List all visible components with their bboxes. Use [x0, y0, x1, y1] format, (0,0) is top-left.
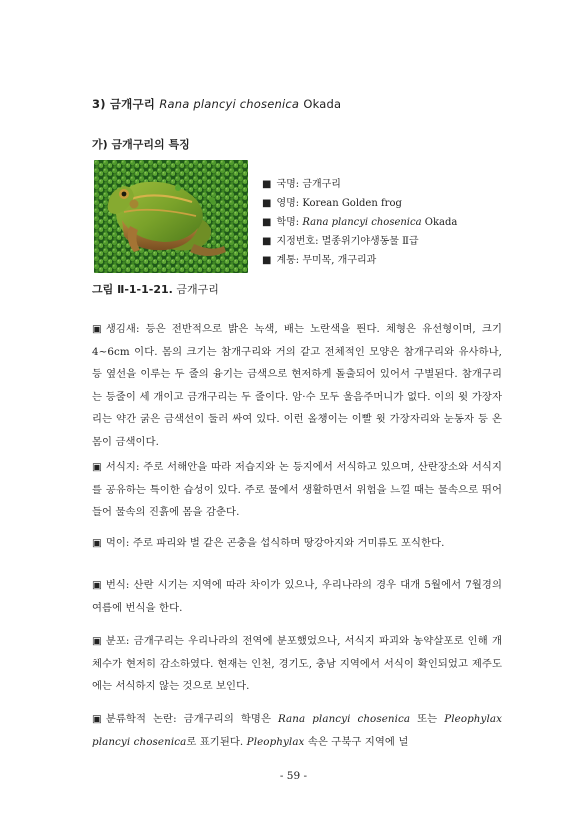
- info-item-scientific-name: ■ 학명: Rana plancyi chosenica Okada: [262, 217, 458, 228]
- square-bullet-icon: ■: [262, 179, 272, 190]
- page-number: - 59 -: [279, 770, 308, 782]
- boxed-bullet-icon: ▣: [92, 579, 102, 591]
- figure-label: 그림 Ⅱ-1-1-21.: [92, 283, 173, 296]
- figure-caption-text: 금개구리: [176, 283, 219, 296]
- paragraph-distribution: ▣ 분포: 금개구리는 우리나라의 전역에 분포했었으나, 서식지 파괴와 농약살포로 인해 개체수가 현저히 감소하였다. 현재는 인천, 경기도, 충남 지역에서 서식이 확인되었고 제주도에는 서식하지 않는 것으로 보인다.: [92, 635, 502, 693]
- figure-caption: [92, 281, 219, 297]
- info-item-korean-name: ■ 국명: 금개구리: [262, 179, 341, 190]
- paragraph-habitat: ▣ 서식지: 주로 서해안을 따라 저습지와 논 등지에서 서식하고 있으며, 산란장소와 서식지를 공유하는 특이한 습성이 있다. 주로 물에서 생활하면서 위험을 느낄 때는 물속으로 뛰어들어 물속의 진흙에 몸을 감춘다.: [92, 461, 502, 519]
- paragraph-appearance: ▣ 생김새: 등은 전반적으로 밝은 녹색, 배는 노란색을 띈다. 체형은 유선형이며, 크기 4~6cm 이다. 몸의 크기는 참개구리와 거의 같고 전체적인 모양은 참개구리와 유사하나, 등 옆선을 이루는 두 줄의 융기는 금색으로 현저하게 돌출되어 있어서 구별된다. 참개구리는 등줄이 세 개이고 금개구리는 두 줄이다. 암·수 모두 울음주머니가 없다. 이의 윗 가장자리는 약간 굵은 금색선이 둘러 싸여 있다. 이런 올챙이는 이빨 윗 가장자리와 눈동자 등 온몸이 금색이다.: [92, 323, 502, 448]
- boxed-bullet-icon: ▣: [92, 713, 102, 725]
- square-bullet-icon: ■: [262, 198, 272, 209]
- paragraph-taxonomy: ▣ 분류학적 논란: 금개구리의 학명은 Rana plancyi chosenica 또는 Pleophylax plancyi chosenica로 표기된다. Pleophylax 속은 구북구 지역에 널: [92, 713, 502, 748]
- species-info-list: [262, 175, 457, 270]
- info-item-designation: ■ 지정번호: 멸종위기야생동물 Ⅱ급: [262, 236, 419, 247]
- section-title: [92, 96, 341, 112]
- square-bullet-icon: ■: [262, 217, 272, 228]
- boxed-bullet-icon: ▣: [92, 635, 102, 647]
- golden-frog-photo: [94, 160, 248, 273]
- boxed-bullet-icon: ▣: [92, 537, 102, 549]
- section-title-author: Okada: [303, 97, 342, 111]
- subsection-title: 가) 금개구리의 특징: [92, 138, 190, 151]
- section-title-scientific-name: Rana plancyi chosenica: [159, 97, 300, 111]
- paragraph-breeding: ▣ 번식: 산란 시기는 지역에 따라 차이가 있으나, 우리나라의 경우 대개 5월에서 7월경의 여름에 번식을 한다.: [92, 579, 502, 614]
- boxed-bullet-icon: ▣: [92, 461, 102, 473]
- boxed-bullet-icon: ▣: [92, 323, 102, 335]
- section-title-prefix: 3) 금개구리: [92, 97, 156, 111]
- info-item-english-name: ■ 영명: Korean Golden frog: [262, 198, 402, 209]
- info-item-taxonomy: ■ 계통: 무미목, 개구리과: [262, 255, 377, 266]
- square-bullet-icon: ■: [262, 255, 272, 266]
- square-bullet-icon: ■: [262, 236, 272, 247]
- paragraph-food: ▣ 먹이: 주로 파리와 벌 같은 곤충을 섭식하며 땅강아지와 거미류도 포식한다.: [92, 537, 445, 549]
